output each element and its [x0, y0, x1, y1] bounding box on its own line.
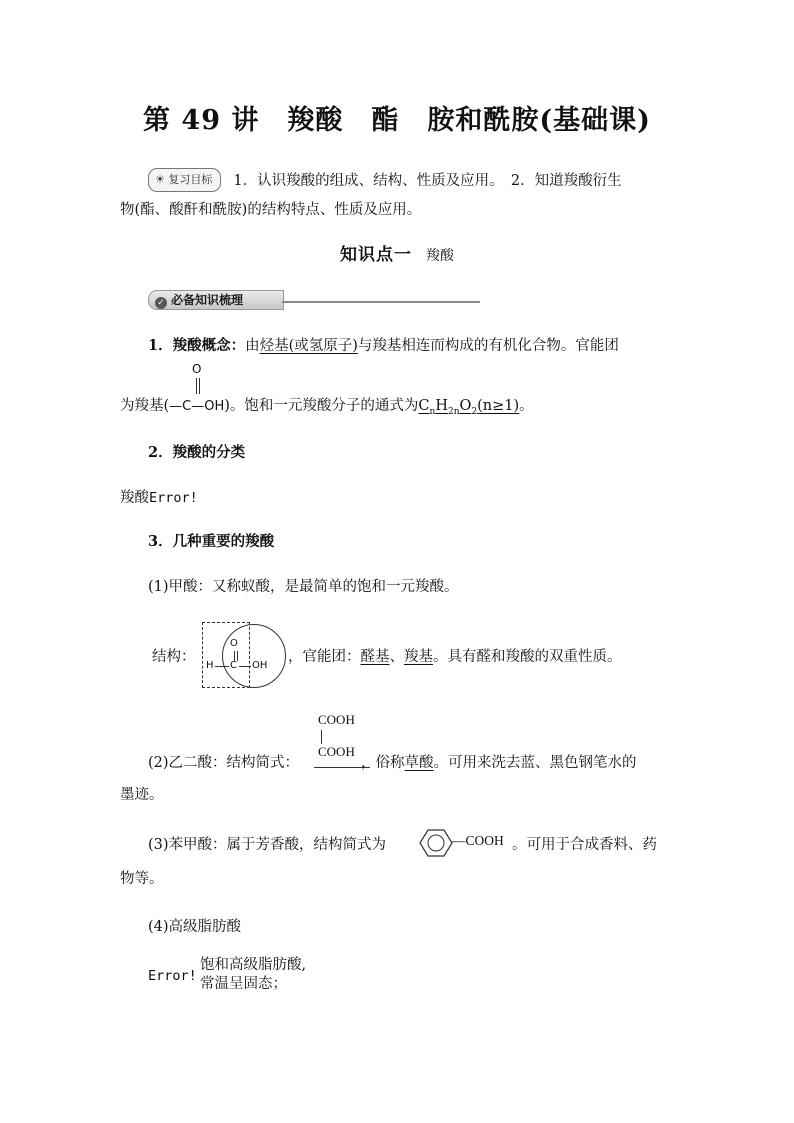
fatty-acid-note: 常温呈固态；: [200, 975, 287, 992]
error-text: Error!: [149, 490, 198, 506]
section-main: 知识点一: [340, 245, 412, 265]
single-bond: [215, 666, 229, 667]
para-2-heading: 2．羧酸的分类: [148, 444, 246, 461]
check-icon: ✓: [155, 297, 167, 309]
formic-acid-line: [148, 574, 459, 600]
formic-text: 。具有醛和羧酸的双重性质。: [433, 649, 622, 665]
oxalic-text: 。可用来洗去蓝、黑色钢笔水的: [433, 755, 637, 771]
struct-c: C: [230, 660, 237, 671]
item-label: (1): [148, 579, 169, 595]
section-banner: [148, 290, 284, 310]
benzoic-text: 苯甲酸：属于芳香酸，结构简式为: [168, 837, 387, 853]
carboxyl-circle: [222, 624, 286, 688]
formula-part: 2n: [447, 406, 460, 417]
formic-text: ，官能团：: [288, 649, 361, 665]
benzoic-text-tail: 。可用于合成香料、药: [512, 837, 657, 853]
formic-acid-text: 甲酸：又称蚁酸，是最简单的饱和一元羧酸。: [168, 579, 459, 595]
double-bond-mark: [196, 378, 197, 394]
para-1-text: )。饱和一元羧酸分子的通式为: [224, 398, 419, 414]
item-label: (2): [148, 755, 169, 771]
struct-h: H: [206, 660, 214, 671]
para-1-line-1: [148, 333, 619, 359]
benzoic-line-2: 物等。: [120, 871, 164, 887]
formula-part: n: [429, 406, 436, 417]
struct-oh: OH: [252, 660, 268, 671]
single-bond: [239, 666, 251, 667]
section-sub: 羧酸: [426, 248, 454, 264]
fatty-acid-text: 高级脂肪酸: [168, 919, 242, 935]
para-1-text: 由: [245, 338, 260, 354]
para-1-text: 与羧基相连而构成的有机化合物。官能团: [357, 338, 619, 354]
fatty-acid-notes: [200, 956, 306, 994]
double-bond-mark: [237, 651, 238, 661]
para-1-line-2: [120, 393, 534, 420]
para-3-heading: 3．几种重要的羧酸: [148, 533, 275, 550]
carboxyl-structure: —C—OH: [169, 399, 225, 414]
review-badge: [148, 168, 221, 192]
single-bond: [321, 730, 322, 744]
oxalic-cooh-bottom: COOH: [318, 744, 355, 759]
formula-answer: [418, 398, 520, 417]
formula-part: H: [435, 398, 448, 414]
sun-icon: ☀: [155, 173, 165, 186]
formic-structure-label: 结构：: [152, 649, 196, 665]
section-heading: [0, 240, 794, 265]
blank-answer: 醛基: [360, 649, 390, 665]
double-bond-mark: [199, 378, 200, 394]
banner-label: 必备知识梳理: [171, 293, 244, 307]
para-2-prefix: 羧酸: [120, 490, 149, 506]
page-title: 第 49 讲 羧酸 酯 胺和酰胺(基础课): [143, 105, 651, 136]
fatty-acid-heading: [148, 914, 241, 940]
formic-groups-line: [288, 644, 622, 670]
oxalic-text: ，俗称: [361, 755, 405, 771]
para-1-label: 1．羧酸概念：: [148, 337, 246, 354]
review-badge-label: 复习目标: [168, 173, 213, 186]
formula-part: C: [418, 398, 430, 414]
carboxyl-o: O: [192, 362, 202, 376]
oxalic-text: 乙二酸：结构简式：: [168, 755, 300, 771]
formic-text: 、: [389, 649, 404, 665]
error-text: Error!: [148, 968, 197, 984]
benzoic-line-1: [148, 832, 386, 858]
para-1-text: 为羧基(: [120, 398, 170, 414]
para-2-body: [120, 485, 198, 511]
blank-answer: 草酸: [404, 755, 434, 771]
formula-part: O: [459, 398, 472, 414]
banner-divider: [282, 301, 480, 303]
review-line-2: 物(酯、酸酐和酰胺)的结构特点、性质及应用。: [120, 202, 422, 218]
blank-answer: 羧基: [404, 649, 433, 665]
oxalic-line-2: 墨迹。: [120, 787, 164, 803]
benzoic-cooh: —COOH: [452, 833, 504, 848]
formula-part: 2: [471, 406, 478, 417]
formula-part: (n≥1): [477, 398, 520, 414]
review-goals: [148, 168, 688, 194]
oxalic-line-1: [148, 750, 678, 776]
struct-o: O: [230, 638, 238, 649]
review-line-1: 1．认识羧酸的组成、结构、性质及应用。 2．知道羧酸衍生: [233, 173, 622, 189]
para-1-text: 。: [519, 398, 534, 414]
item-label: (3): [148, 837, 169, 853]
fatty-acid-note: 饱和高级脂肪酸,: [200, 957, 307, 973]
blank-answer: 烃基(或氢原子): [259, 338, 358, 354]
oxalic-cooh-top: COOH: [318, 712, 355, 727]
item-label: (4): [148, 919, 169, 935]
